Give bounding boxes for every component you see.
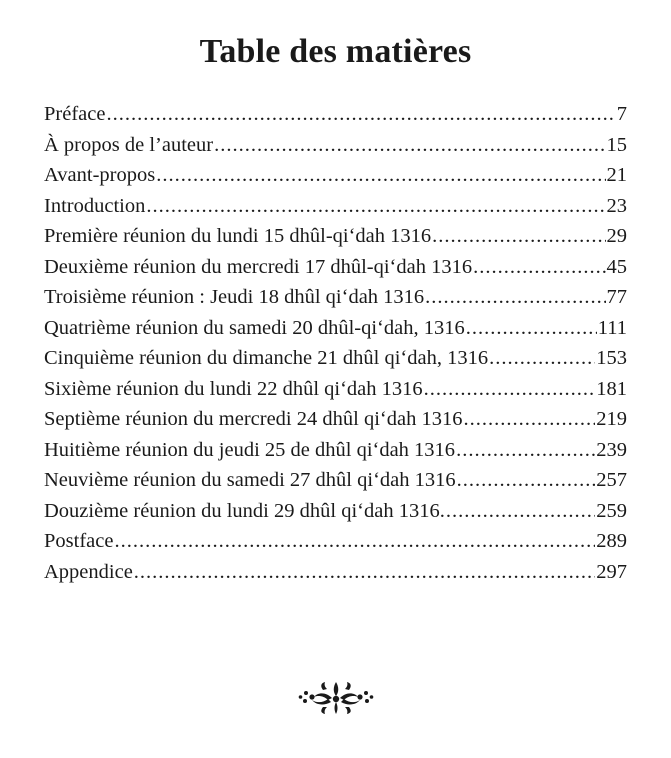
- toc-entry-meeting-3[interactable]: [44, 286, 627, 317]
- toc-entry-meeting-6[interactable]: [44, 378, 627, 409]
- toc-entry-page: 181: [596, 377, 627, 400]
- toc-entry-title: Septième réunion du mercredi 24 dhûl qi‘dah 1316: [44, 408, 463, 430]
- toc-entry-page: 239: [596, 438, 627, 461]
- toc-leader-dots: [424, 378, 596, 401]
- toc-entry-title: Douzième réunion du lundi 29 dhûl qi‘dah 1316.: [44, 499, 445, 522]
- toc-entry-page: 297: [596, 560, 627, 583]
- toc-entry-page: 289: [596, 530, 627, 552]
- toc-entry-title: Quatrième réunion du samedi 20 dhûl-qi‘dah, 1316: [44, 316, 465, 339]
- toc-entry-title: À propos de l’auteur: [44, 133, 214, 156]
- toc-entry-title: Huitième réunion du jeudi 25 de dhûl qi‘dah 1316: [44, 438, 456, 461]
- toc-entry-preface[interactable]: [44, 103, 627, 134]
- toc-entry-meeting-12[interactable]: [44, 500, 627, 531]
- toc-leader-dots: [446, 500, 595, 523]
- toc-entry-title: Préface: [44, 103, 106, 125]
- page-title: Table des matières: [199, 32, 472, 70]
- toc-entry-page: 21: [606, 164, 627, 186]
- toc-leader-dots: [114, 530, 595, 553]
- toc-entry-title: Deuxième réunion du mercredi 17 dhûl-qi‘dah 1316: [44, 255, 473, 278]
- toc-entry-meeting-4[interactable]: [44, 317, 627, 348]
- toc-entry-meeting-2[interactable]: [44, 256, 627, 287]
- toc-leader-dots: [457, 469, 596, 492]
- toc-entry-meeting-1[interactable]: [44, 225, 627, 256]
- toc-entry-page: 15: [606, 133, 627, 156]
- toc-leader-dots: [214, 134, 605, 157]
- toc-entry-postface[interactable]: [44, 530, 627, 561]
- toc-entry-page: 77: [606, 286, 627, 308]
- toc-leader-dots: [134, 561, 595, 584]
- floral-ornament-icon: [297, 678, 375, 716]
- toc-entry-title: Avant-propos: [44, 164, 156, 186]
- toc-entry-title: Appendice: [44, 560, 133, 583]
- toc-leader-dots: [156, 164, 605, 187]
- toc-entry-title: Troisième réunion : Jeudi 18 dhûl qi‘dah 1316: [44, 286, 425, 308]
- toc-entry-page: 153: [596, 347, 627, 369]
- toc-leader-dots: [456, 439, 595, 462]
- toc-entry-page: 29: [606, 225, 627, 247]
- toc-leader-dots: [466, 317, 597, 340]
- toc-entry-page: 45: [606, 255, 627, 278]
- toc-entry-page: 219: [596, 408, 627, 430]
- toc-entry-title: Neuvième réunion du samedi 27 dhûl qi‘dah 1316: [44, 469, 456, 491]
- toc-entry-page: 111: [597, 316, 627, 339]
- toc-entry-meeting-5[interactable]: [44, 347, 627, 378]
- toc-entry-title: Postface: [44, 530, 114, 552]
- toc-leader-dots: [106, 103, 615, 126]
- toc-entry-title: Cinquième réunion du dimanche 21 dhûl qi‘dah, 1316: [44, 347, 489, 369]
- toc-entry-appendix[interactable]: [44, 561, 627, 592]
- toc-entry-meeting-9[interactable]: [44, 469, 627, 500]
- toc-entry-page: 259: [596, 499, 627, 522]
- toc-entry-meeting-8[interactable]: [44, 439, 627, 470]
- toc-entry-about-author[interactable]: [44, 134, 627, 165]
- toc-entry-meeting-7[interactable]: [44, 408, 627, 439]
- toc-entry-page: 23: [606, 194, 627, 217]
- toc-entry-page: 257: [596, 469, 627, 491]
- toc-entry-page: 7: [616, 103, 627, 125]
- toc-leader-dots: [489, 347, 595, 370]
- toc-entry-title: Première réunion du lundi 15 dhûl-qi‘dah 1316: [44, 225, 432, 247]
- toc-leader-dots: [432, 225, 605, 248]
- toc-leader-dots: [463, 408, 595, 431]
- toc-entry-introduction[interactable]: [44, 195, 627, 226]
- toc-leader-dots: [473, 256, 605, 279]
- toc-entry-title: Introduction: [44, 194, 146, 217]
- toc-leader-dots: [425, 286, 605, 309]
- toc-entry-foreword[interactable]: [44, 164, 627, 195]
- toc-entry-title: Sixième réunion du lundi 22 dhûl qi‘dah 1316: [44, 377, 423, 400]
- table-of-contents: [44, 103, 627, 591]
- toc-leader-dots: [146, 195, 605, 218]
